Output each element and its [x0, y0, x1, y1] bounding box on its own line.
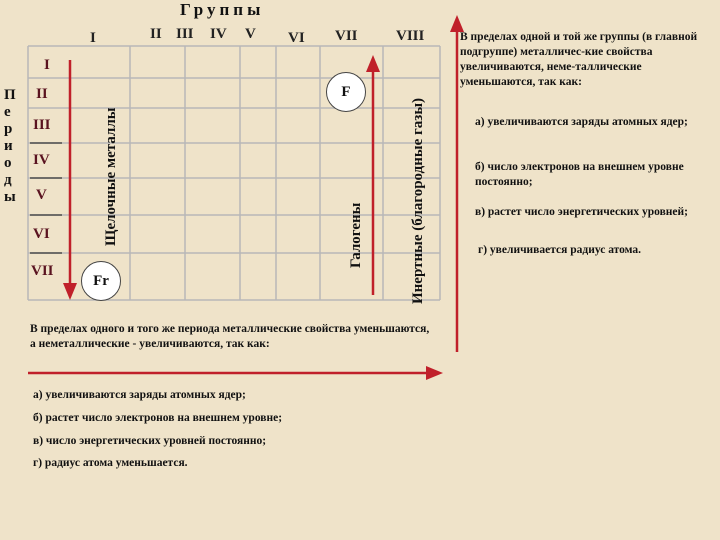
- periods-letter: и: [4, 138, 13, 154]
- group-header-3: III: [176, 26, 194, 42]
- period-number-1: I: [44, 57, 50, 73]
- period-number-6: VI: [33, 226, 50, 242]
- group-trend-a: а) увеличиваются заряды атомных ядер;: [475, 116, 688, 128]
- group-header-7: VII: [335, 28, 358, 44]
- group-trend-c: в) растет число энергетических уровней;: [475, 206, 688, 218]
- group-header-5: V: [245, 26, 256, 42]
- group-trend-d: г) увеличивается радиус атома.: [478, 244, 642, 256]
- period-trend-a: а) увеличиваются заряды атомных ядер;: [33, 389, 246, 401]
- periods-letter: е: [4, 104, 11, 120]
- group-trend-intro: В пределах одной и той же группы (в главной подгруппе) металличес-кие свойства увеличиваются, неме-таллические уменьшаются, так как:: [460, 31, 698, 88]
- element-francium: Fr: [81, 261, 121, 301]
- periods-title: [4, 87, 16, 206]
- arrow-up-middle-head: [366, 55, 380, 72]
- period-number-7: VII: [31, 263, 54, 279]
- periods-letter: д: [4, 172, 12, 188]
- period-trend-b: б) растет число электронов на внешнем уровне;: [33, 412, 283, 424]
- period-number-2: II: [36, 86, 48, 102]
- periods-letter: о: [4, 155, 12, 171]
- arrow-right-bottom-head: [426, 366, 443, 380]
- arrow-down-left-head: [63, 283, 77, 300]
- group-header-6: VI: [288, 30, 305, 46]
- group-header-2: II: [150, 26, 162, 42]
- group-header-8: VIII: [396, 28, 425, 44]
- period-number-3: III: [33, 117, 51, 133]
- group-header-1: I: [90, 30, 96, 46]
- noble-gases-label: Инертные (благородные газы): [410, 97, 426, 304]
- halogens-label: Галогены: [348, 202, 364, 268]
- element-fluorine: F: [326, 72, 366, 112]
- groups-title: Группы: [180, 0, 265, 19]
- periods-letter: ы: [4, 189, 16, 205]
- group-header-4: IV: [210, 26, 227, 42]
- periods-letter: р: [4, 121, 13, 137]
- group-trend-b: б) число электронов на внешнем уровне постоянно;: [475, 161, 684, 188]
- period-trend-d: г) радиус атома уменьшается.: [33, 457, 188, 469]
- periods-letter: П: [4, 87, 16, 103]
- period-number-4: IV: [33, 152, 50, 168]
- period-trend-intro: В пределах одного и того же периода металлические свойства уменьшаются, а неметаллические - увеличиваются, так как:: [30, 323, 430, 350]
- alkali-metals-label: Щелочные металлы: [103, 107, 119, 246]
- period-number-5: V: [36, 187, 47, 203]
- period-trend-c: в) число энергетических уровней постоянно;: [33, 435, 267, 447]
